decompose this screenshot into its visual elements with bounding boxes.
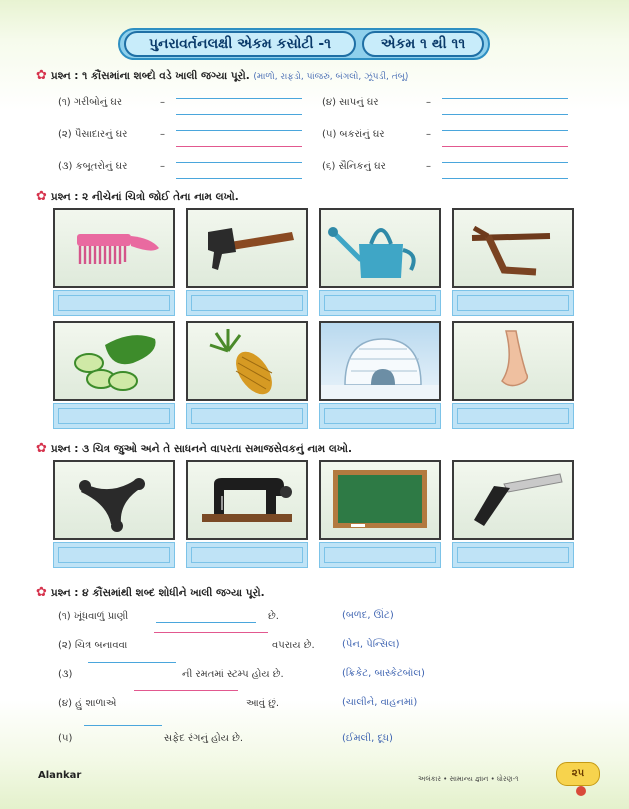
picture-blackboard bbox=[319, 460, 441, 540]
flower-icon: ✿ bbox=[36, 585, 47, 600]
q1-item-6: (૬) સૈનિકનું ઘર bbox=[322, 161, 386, 172]
picture-pineapple bbox=[186, 321, 308, 401]
comb-icon bbox=[55, 210, 173, 286]
dash: – bbox=[426, 161, 431, 172]
answer-line[interactable] bbox=[88, 662, 176, 663]
answer-line[interactable] bbox=[176, 98, 302, 99]
q4-item-2-after: વપરાય છે. bbox=[272, 640, 315, 651]
answer-line[interactable] bbox=[176, 114, 302, 115]
answer-box[interactable] bbox=[319, 403, 441, 429]
q4-item-3-hint: (ક્રિકેટ, બાસ્કેટબૉલ) bbox=[342, 668, 425, 679]
q4-item-1-after: છે. bbox=[268, 611, 279, 622]
picture-sewing-machine bbox=[186, 460, 308, 540]
question-1-options: (માળો, રાફડો, પાંજરું, બંગલો, ઝૂંપડી, તંબૂ) bbox=[253, 72, 409, 82]
picture-nose bbox=[452, 321, 574, 401]
spanner-icon bbox=[55, 462, 173, 538]
dash: – bbox=[160, 161, 165, 172]
picture-hammer bbox=[186, 208, 308, 288]
answer-box[interactable] bbox=[452, 542, 574, 568]
answer-line[interactable] bbox=[84, 725, 162, 726]
q4-item-4-hint: (ચાલીને, વાહનમાં) bbox=[342, 697, 418, 708]
q4-item-3-text: (૩) bbox=[58, 669, 73, 680]
picture-igloo bbox=[319, 321, 441, 401]
unit-range-badge: એકમ ૧ થી ૧૧ bbox=[362, 31, 484, 57]
q4-item-5-after: સફેદ રંગનું હોય છે. bbox=[164, 733, 243, 744]
dash: – bbox=[160, 129, 165, 140]
answer-box[interactable] bbox=[452, 290, 574, 316]
flower-icon: ✿ bbox=[36, 441, 47, 456]
dash: – bbox=[160, 97, 165, 108]
q1-item-4: (૪) સાપનું ઘર bbox=[322, 97, 379, 108]
brand-logo: Alankar bbox=[38, 770, 82, 781]
picture-plough bbox=[452, 208, 574, 288]
mushroom-icon bbox=[576, 786, 586, 796]
answer-line[interactable] bbox=[176, 130, 302, 131]
page-title: પુનરાવર્તનલક્ષી એકમ કસોટી -૧ bbox=[124, 31, 356, 57]
hammer-icon bbox=[188, 210, 306, 286]
answer-line[interactable] bbox=[442, 146, 568, 147]
answer-line[interactable] bbox=[176, 162, 302, 163]
picture-razor bbox=[452, 460, 574, 540]
q4-item-5-text: (૫) bbox=[58, 733, 73, 744]
q4-item-1-hint: (બળદ, ઊંટ) bbox=[342, 610, 394, 621]
answer-line[interactable] bbox=[442, 114, 568, 115]
q4-item-5-hint: (ઈમલી, દૂધ) bbox=[342, 733, 393, 744]
question-3-heading: ✿ પ્રશ્ન : ૩ ચિત્ર જુઓ અને તે સાધનને વાપરતા સમાજસેવકનું નામ લખો. bbox=[36, 441, 353, 456]
dash: – bbox=[426, 97, 431, 108]
answer-line[interactable] bbox=[154, 632, 268, 633]
page-number: ૨૫ bbox=[556, 762, 600, 786]
answer-box[interactable] bbox=[319, 290, 441, 316]
q4-item-1-text: (૧) ખૂંધવાળું પ્રાણી bbox=[58, 611, 129, 622]
q1-item-2: (૨) પૈસાદારનું ઘર bbox=[58, 129, 128, 140]
question-2-heading: ✿ પ્રશ્ન : ૨ નીચેનાં ચિત્રો જોઈ તેના નામ લખો. bbox=[36, 189, 239, 204]
q1-item-5: (૫) બકરાંનું ઘર bbox=[322, 129, 385, 140]
answer-box[interactable] bbox=[186, 403, 308, 429]
answer-box[interactable] bbox=[319, 542, 441, 568]
answer-line[interactable] bbox=[156, 622, 256, 623]
answer-box[interactable] bbox=[452, 403, 574, 429]
blackboard-icon bbox=[321, 462, 439, 538]
watering-can-icon bbox=[321, 210, 439, 286]
answer-box[interactable] bbox=[53, 542, 175, 568]
pineapple-icon bbox=[188, 323, 306, 399]
q1-item-1: (૧) ગરીબોનું ઘર bbox=[58, 97, 123, 108]
igloo-icon bbox=[321, 323, 439, 399]
series-info: અલંકાર • સામાન્ય જ્ઞાન • ધોરણ-૧ bbox=[418, 775, 519, 783]
answer-line[interactable] bbox=[176, 178, 302, 179]
answer-box[interactable] bbox=[53, 403, 175, 429]
answer-line[interactable] bbox=[442, 162, 568, 163]
flower-icon: ✿ bbox=[36, 189, 47, 204]
answer-line[interactable] bbox=[176, 146, 302, 147]
question-4-heading: ✿ પ્રશ્ન : ૪ કૌંસમાંથી શબ્દ શોધીને ખાલી જગ્યા પૂરો. bbox=[36, 585, 265, 600]
answer-box[interactable] bbox=[53, 290, 175, 316]
plough-icon bbox=[454, 210, 572, 286]
answer-line[interactable] bbox=[442, 98, 568, 99]
cucumber-icon bbox=[55, 323, 173, 399]
answer-line[interactable] bbox=[442, 130, 568, 131]
q4-item-4-after: આવું છું. bbox=[246, 698, 280, 709]
sewing-machine-icon bbox=[188, 462, 306, 538]
flower-icon: ✿ bbox=[36, 68, 47, 83]
answer-box[interactable] bbox=[186, 290, 308, 316]
q4-item-4-text: (૪) હું શાળાએ bbox=[58, 698, 117, 709]
dash: – bbox=[426, 129, 431, 140]
razor-icon bbox=[454, 462, 572, 538]
picture-cucumber bbox=[53, 321, 175, 401]
nose-icon bbox=[454, 323, 572, 399]
answer-line[interactable] bbox=[442, 178, 568, 179]
question-1-heading: ✿ પ્રશ્ન : ૧ કૌંસમાંના શબ્દો વડે ખાલી જગ્યા પૂરો. (માળો, રાફડો, પાંજરું, બંગલો, ઝૂંપડી, તંબૂ) bbox=[36, 68, 409, 83]
picture-spanner bbox=[53, 460, 175, 540]
picture-watering-can bbox=[319, 208, 441, 288]
q1-item-3: (૩) કબૂતરોનું ઘર bbox=[58, 161, 128, 172]
q4-item-2-text: (૨) ચિત્ર બનાવવા bbox=[58, 640, 128, 651]
answer-box[interactable] bbox=[186, 542, 308, 568]
q4-item-2-hint: (પેન, પેન્સિલ) bbox=[342, 639, 400, 650]
picture-comb bbox=[53, 208, 175, 288]
q4-item-3-after: ની રમતમાં સ્ટમ્પ હોય છે. bbox=[182, 669, 284, 680]
answer-line[interactable] bbox=[134, 690, 238, 691]
